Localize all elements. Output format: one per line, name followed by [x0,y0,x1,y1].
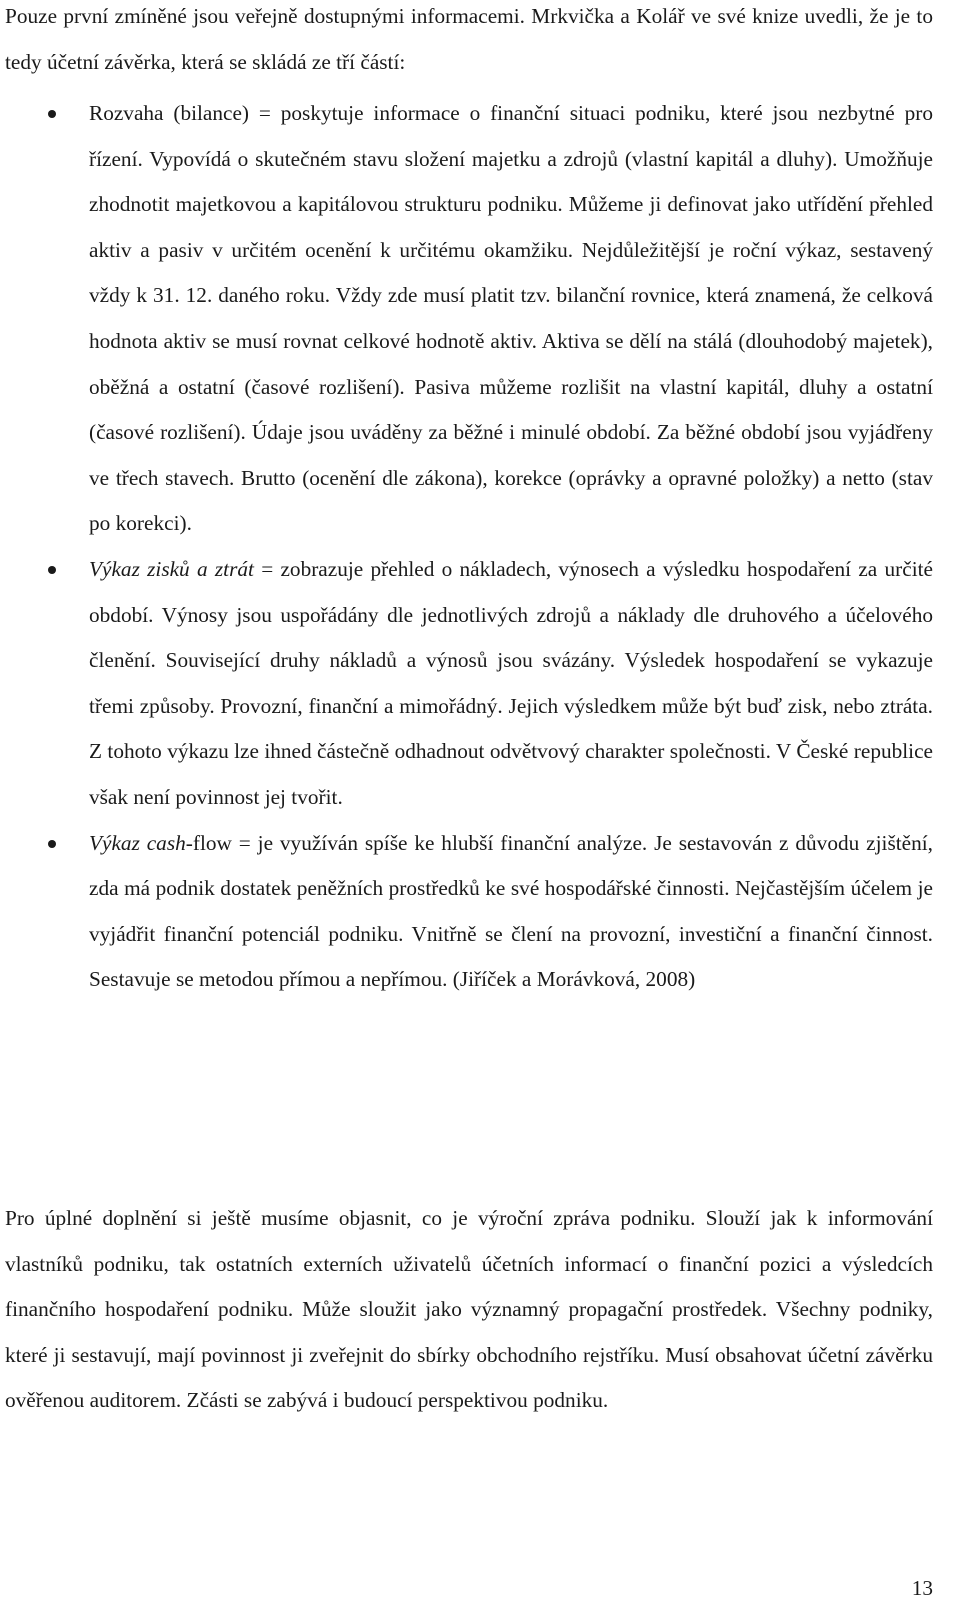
list-item-text: = poskytuje informace o finanční situaci podniku, které jsou nezbytné pro řízení. Vypovídá o skutečném stavu složení majetku a zdrojů (vlastní kapitál a dluhy). Umožňuje zhodnotit majetkovou a kapitálovou strukturu podniku. Můžeme ji definovat jako utřídění přehled aktiv a pasiv v určitém ocenění k určitému okamžiku. Nejdůležitější je roční výkaz, sestavený vždy k 31. 12. daného roku. Vždy zde musí platit tzv. bilanční rovnice, která znamená, že celková hodnota aktiv se musí rovnat celkové hodnotě aktiv. Aktiva se dělí na stálá (dlouhodobý majetek), oběžná a ostatní (časové rozlišení). Pasiva můžeme rozlišit na vlastní kapitál, dluhy a ostatní (časové rozlišení). Údaje jsou uváděny za běžné i minulé období. Za běžné období jsou vyjádřeny ve třech stavech. Brutto (ocenění dle zákona), korekce (oprávky a opravné položky) a netto (stav po korekci). [89,101,933,536]
list-item-income-statement [0,547,933,821]
closing-paragraph: Pro úplné doplnění si ještě musíme objasnit, co je výroční zpráva podniku. Slouží jak k informování vlastníků podniku, tak ostatních externích uživatelů účetních informací o finanční pozici a výsledcích finančního hospodaření podniku. Může sloužit jako významný propagační prostředek. Všechny podniky, které ji sestavují, mají povinnost ji zveřejnit do sbírky obchodního rejstříku. Musí obsahovat účetní závěrku ověřenou auditorem. Zčásti se zabývá i budoucí perspektivou podniku. [5,1206,933,1413]
list-item-term: Rozvaha (bilance) [89,101,250,125]
list-item-text: = zobrazuje přehled o nákladech, výnosech a výsledku hospodaření za určité období. Výnosy jsou uspořádány dle jednotlivých zdrojů a náklady dle druhového a účelového členění. Související druhy nákladů a výnosů jsou svázány. Výsledek hospodaření se vykazuje třemi způsoby. Provozní, finanční a mimořádný. Jejich výsledkem může být buď zisk, nebo ztráta. Z tohoto výkazu lze ihned částečně odhadnout odvětvový charakter společnosti. V České republice však není povinnost jej tvořit. [89,556,933,809]
financial-statements-list [0,91,960,1003]
intro-paragraph: Pouze první zmíněné jsou veřejně dostupnými informacemi. Mrkvička a Kolář ve své knize uvedli, že je to tedy účetní závěrka, která se skládá ze tří částí: [5,4,933,74]
bullet-icon [48,566,56,574]
page-number: 13 [911,1576,933,1600]
list-item-term: Výkaz cash- [89,830,193,855]
list-item-cash-flow [0,821,933,1003]
bullet-icon [48,840,56,848]
list-item-text: flow = je využíván spíše ke hlubší finanční analýze. Je sestavován z důvodu zjištění, zda má podnik dostatek peněžních prostředků ke své hospodářské činnosti. Nejčastějším účelem je vyjádřit finanční potenciál podniku. Vnitřně se člení na provozní, investiční a finanční činnost. Sestavuje se metodou přímou a nepřímou. (Jiříček a Morávková, 2008) [89,830,933,992]
list-item-balance-sheet [0,91,933,547]
bullet-icon [48,110,56,118]
list-item-term: Výkaz zisků a ztrát [89,556,254,581]
